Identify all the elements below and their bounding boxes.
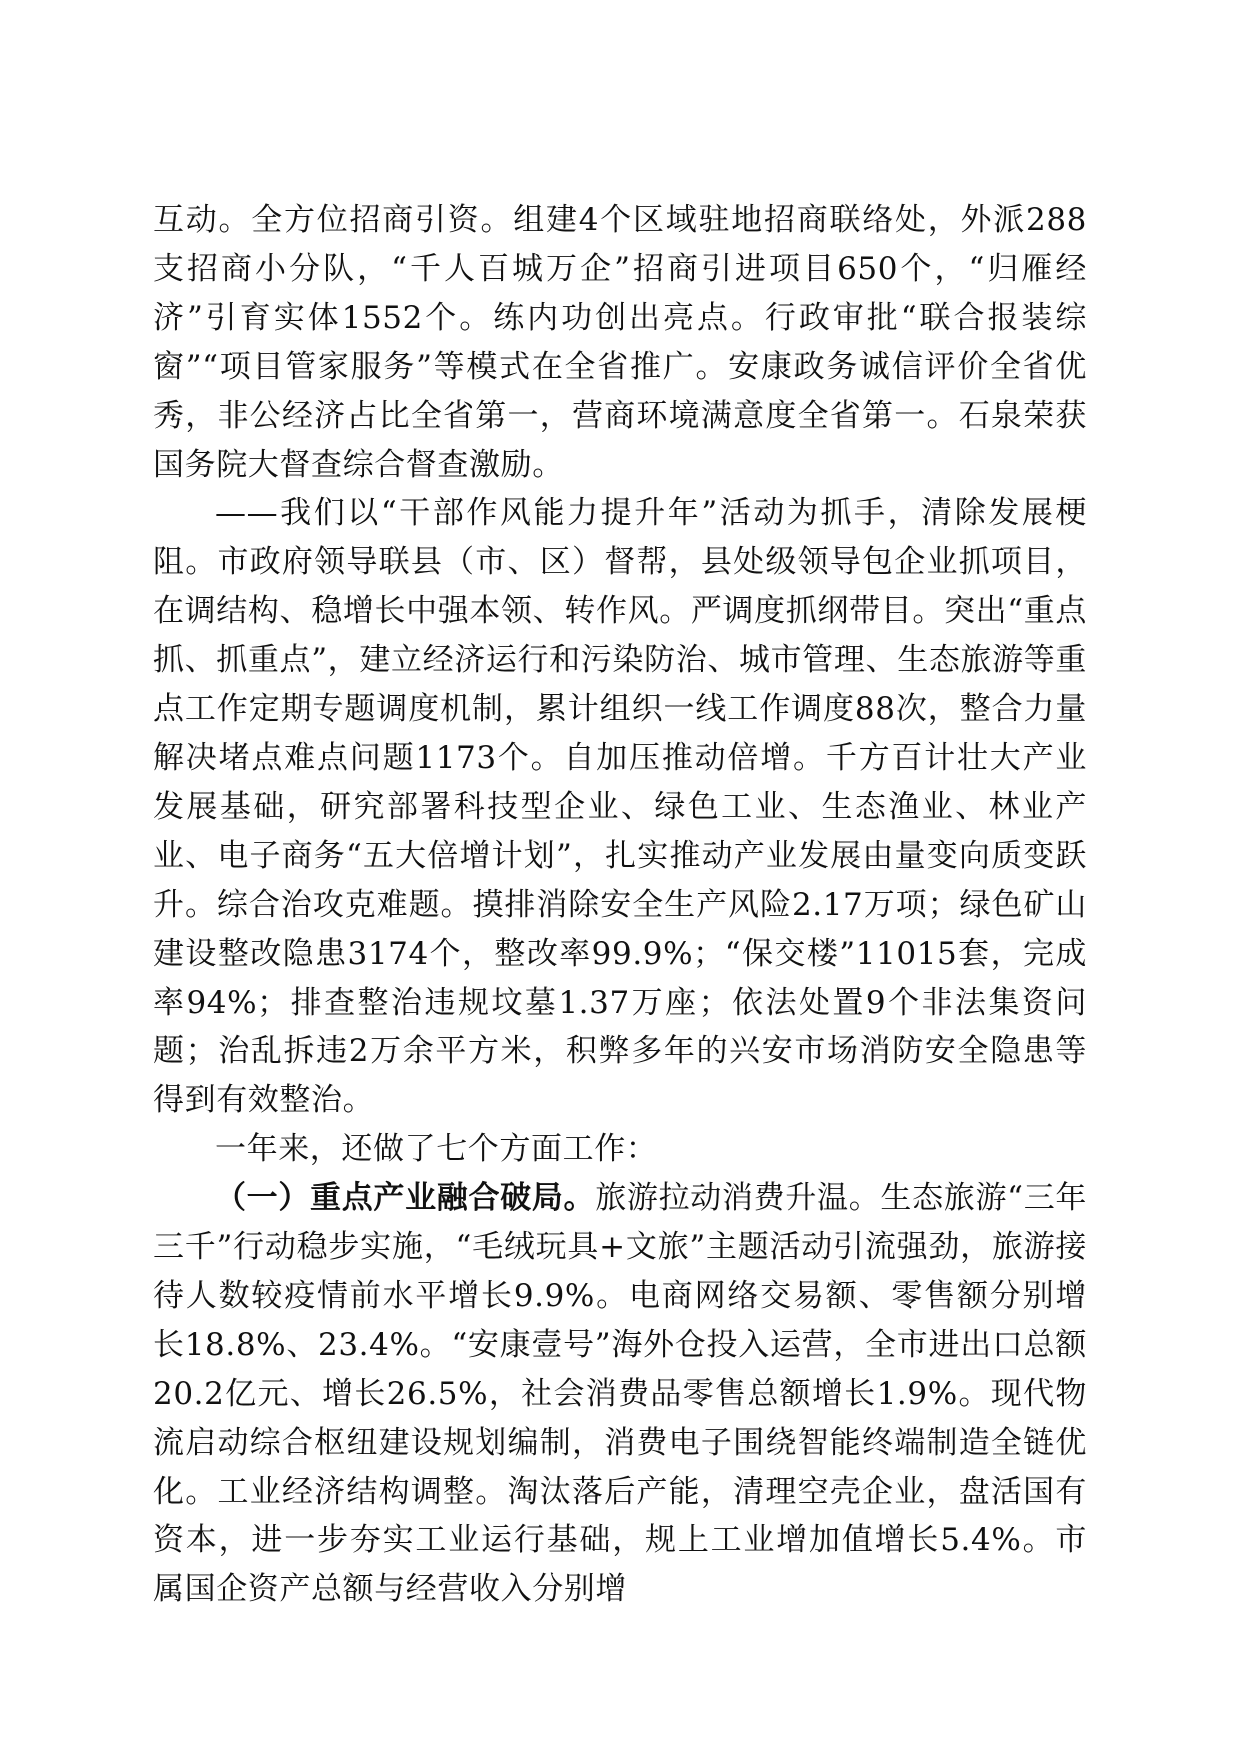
paragraph-cadre-style: ——我们以“干部作风能力提升年”活动为抓手，清除发展梗阻。市政府领导联县（市、区）督帮，县处级领导包企业抓项目，在调结构、稳增长中强本领、转作风。严调度抓纲带目。突出“重点抓、抓重点”，建立经济运行和污染防治、城市管理、生态旅游等重点工作定期专题调度机制，累计组织一线工作调度88次，整合力量解决堵点难点问题1173个。自加压推动倍增。千方百计壮大产业发展基础，研究部署科技型企业、绿色工业、生态渔业、林业产业、电子商务“五大倍增计划”，扎实推动产业发展由量变向质变跃升。综合治攻克难题。摸排消除安全生产风险2.17万项；绿色矿山建设整改隐患3174个，整改率99.9%；“保交楼”11015套，完成率94%；排查整治违规坟墓1.37万座；依法处置9个非法集资问题；治乱拆违2万余平方米，积弊多年的兴安市场消防安全隐患等得到有效整治。: [153, 495, 1087, 1119]
paragraph-seven-aspects: 一年来，还做了七个方面工作：: [215, 1131, 658, 1168]
paragraph-industry-integration: [153, 1174, 1087, 1614]
paragraph-continuation: 互动。全方位招商引资。组建4个区域驻地招商联络处，外派288支招商小分队，“千人百城万企”招商引进项目650个，“归雁经济”引育实体1552个。练内功创出亮点。行政审批“联合报装综窗”“项目管家服务”等模式在全省推广。安康政务诚信评价全省优秀，非公经济占比全省第一，营商环境满意度全省第一。石泉荣获国务院大督查综合督查激励。: [153, 202, 1087, 483]
section-body: 旅游拉动消费升温。生态旅游“三年三千”行动稳步实施，“毛绒玩具+文旅”主题活动引流强劲，旅游接待人数较疫情前水平增长9.9%。电商网络交易额、零售额分别增长18.8%、23.4%。“安康壹号”海外仓投入运营，全市进出口总额20.2亿元、增长26.5%，社会消费品零售总额增长1.9%。现代物流启动综合枢纽建设规划编制，消费电子围绕智能终端制造全链优化。工业经济结构调整。淘汰落后产能，清理空壳企业，盘活国有资本，进一步夯实工业运行基础，规上工业增加值增长5.4%。市属国企资产总额与经营收入分别增: [153, 1180, 1087, 1608]
document-body: [153, 196, 1087, 1614]
section-heading: （一）重点产业融合破局。: [215, 1180, 596, 1217]
